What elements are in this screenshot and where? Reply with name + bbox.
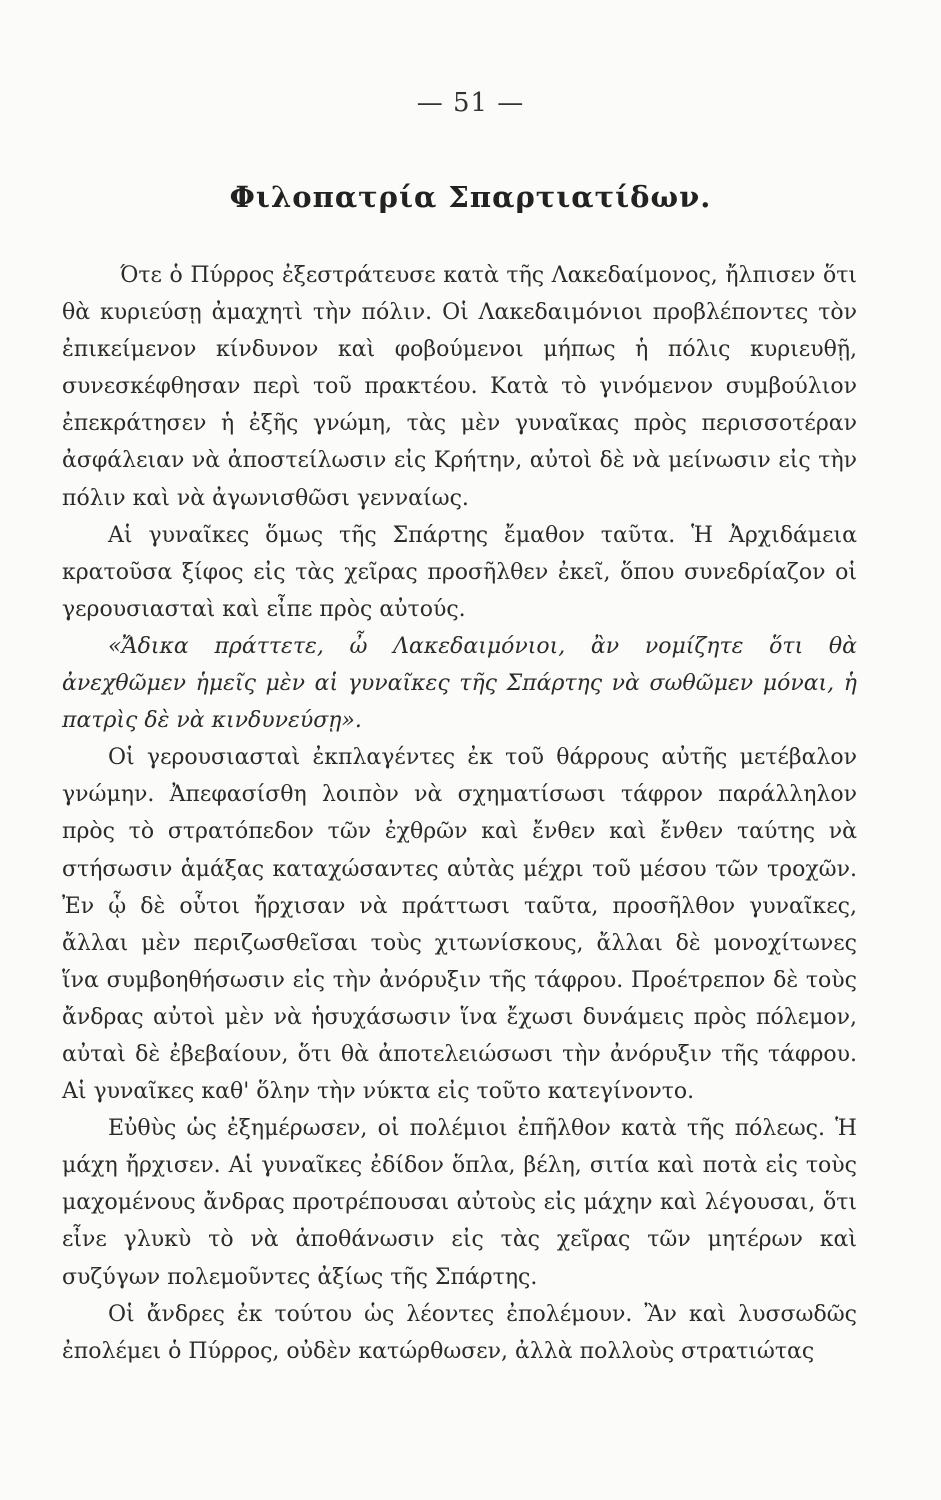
body-text <box>62 257 857 1370</box>
paragraph: Εὐθὺς ὡς ἐξημέρωσεν, οἱ πολέμιοι ἐπῆλθον κατὰ τῆς πόλεως. Ἡ μάχη ἤρχισεν. Αἱ γυναῖκες ἐδίδον ὅπλα, βέλη, σιτία καὶ ποτὰ εἰς τοὺς μαχομένους ἄνδρας προτρέπουσαι αὐτοὺς εἰς μάχην καὶ λέγουσαι, ὅτι εἶνε γλυκὺ τὸ νὰ ἀποθάνωσιν εἰς τὰς χεῖρας τῶν μητέρων καὶ συζύγων πολεμοῦντες ἀξίως τῆς Σπάρτης. <box>62 1116 857 1290</box>
paragraph: Οἱ γερουσιασταὶ ἐκπλαγέντες ἐκ τοῦ θάρρους αὐτῆς μετέβαλον γνώμην. Ἀπεφασίσθη λοιπὸν νὰ σχηματίσωσι τάφρον παράλληλον πρὸς τὸ στρατόπεδον τῶν ἐχθρῶν καὶ ἔνθεν καὶ ἔνθεν ταύτης νὰ στήσωσιν ἁμάξας καταχώσαντες αὐτὰς μέχρι τοῦ μέσου τῶν τροχῶν. Ἐν ᾧ δὲ οὗτοι ἤρχισαν νὰ πράττωσι ταῦτα, προσῆλθον γυναῖκες, ἄλλαι μὲν περιζωσθεῖσαι τοὺς χιτωνίσκους, ἄλλαι δὲ μονοχίτωνες ἵνα συμβοηθήσωσιν εἰς τὴν ἀνόρυξιν τῆς τάφρου. Προέτρεπον δὲ τοὺς ἄνδρας αὐτοὶ μὲν νὰ ἡσυχάσωσιν ἵνα ἔχωσι δυνάμεις πρὸς πόλεμον, αὐταὶ δὲ ἐβεβαίουν, ὅτι θὰ ἀποτελειώσωσι τὴν ἀνόρυξιν τῆς τάφρου. Αἱ γυναῖκες καθ' ὅλην τὴν νύκτα εἰς τοῦτο κατεγίνοντο. <box>62 745 857 1105</box>
page-number: — 51 — <box>416 88 525 118</box>
paragraph: Ότε ὁ Πύρρος ἐξεστράτευσε κατὰ τῆς Λακεδαίμονος, ἤλπισεν ὅτι θὰ κυριεύσῃ ἀμαχητὶ τὴν πόλιν. Οἱ Λακεδαιμόνιοι προβλέποντες τὸν ἐπικείμενον κίνδυνον καὶ φοβούμενοι μήπως ἡ πόλις κυριευθῇ, συνεσκέφθησαν περὶ τοῦ πρακτέου. Κατὰ τὸ γινόμενον συμβούλιον ἐπεκράτησεν ἡ ἐξῆς γνώμη, τὰς μὲν γυναῖκας πρὸς περισσοτέραν ἀσφάλειαν νὰ ἀποστείλωσιν εἰς Κρήτην, αὐτοὶ δὲ νὰ μείνωσιν εἰς τὴν πόλιν καὶ νὰ ἀγωνισθῶσι γενναίως. <box>62 263 857 511</box>
section-heading: Φιλοπατρία Σπαρτιατίδων. <box>229 180 712 214</box>
paragraph: Οἱ ἄνδρες ἐκ τούτου ὡς λέοντες ἐπολέμουν. Ἂν καὶ λυσσωδῶς ἐπολέμει ὁ Πύρρος, οὐδὲν κατώρθωσεν, ἀλλὰ πολλοὺς στρατιώτας <box>62 1301 857 1364</box>
paragraph: Αἱ γυναῖκες ὅμως τῆς Σπάρτης ἔμαθον ταῦτα. Ἡ Ἀρχιδάμεια κρατοῦσα ξίφος εἰς τὰς χεῖρας προσῆλθεν ἐκεῖ, ὅπου συνεδρίαζον οἱ γερουσιασταὶ καὶ εἶπε πρὸς αὐτούς. <box>62 522 857 622</box>
quoted-speech-paragraph: «Ἄδικα πράττετε, ὦ Λακεδαιμόνιοι, ἂν νομίζητε ὅτι θὰ ἀνεχθῶμεν ἡμεῖς μὲν αἱ γυναῖκες τῆς Σπάρτης νὰ σωθῶμεν μόναι, ἡ πατρὶς δὲ νὰ κινδυνεύσῃ». <box>62 633 857 734</box>
